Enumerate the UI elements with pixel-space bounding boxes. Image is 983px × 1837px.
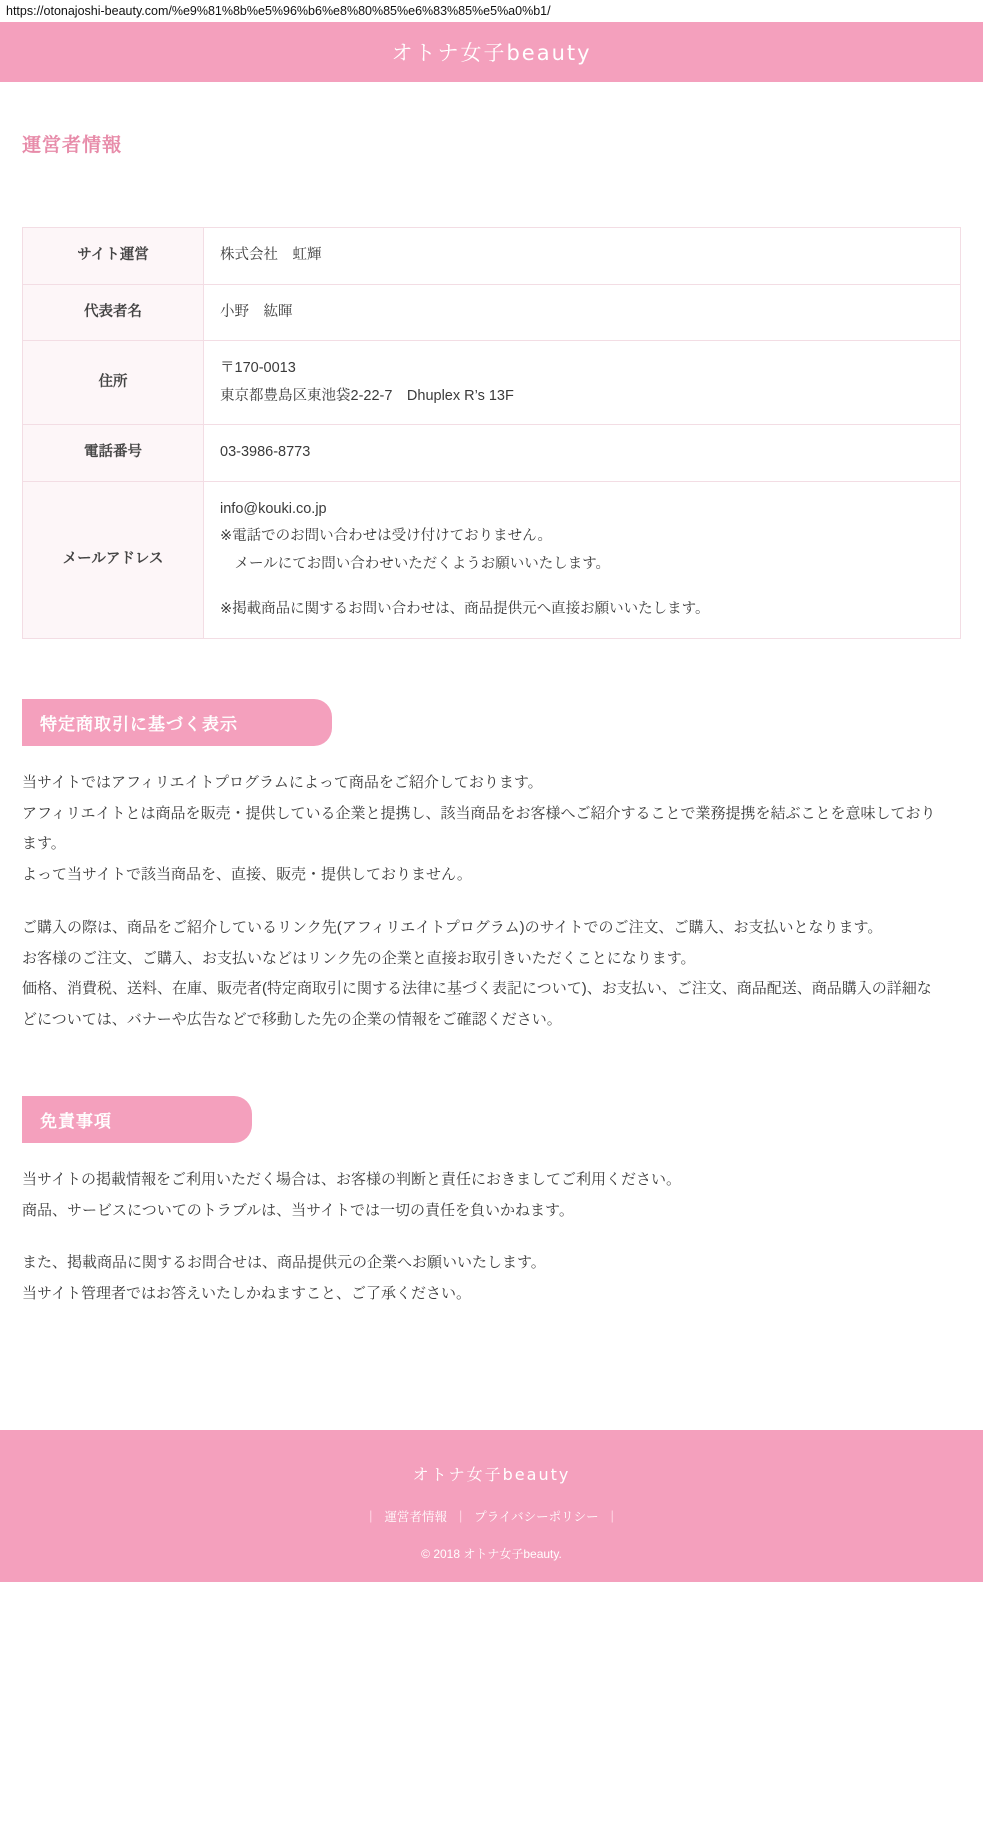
paragraph-line: 当サイトではアフィリエイトプログラムによって商品をご紹介しております。: [22, 773, 543, 791]
section-heading-tokutei: 特定商取引に基づく表示: [22, 699, 332, 746]
operator-info-table: [22, 227, 961, 639]
page-content: [0, 130, 983, 1430]
row-label: メールアドレス: [23, 481, 204, 638]
footer-link-operator-info[interactable]: 運営者情報: [384, 1509, 447, 1524]
page-title: 運営者情報: [22, 135, 123, 156]
row-value: 小野 紘暉: [204, 284, 961, 341]
footer-nav-divider: |: [369, 1508, 373, 1523]
address-line-1: 〒170-0013: [220, 360, 296, 377]
footer-nav-divider: |: [610, 1508, 614, 1523]
address-line-2: 東京都豊島区東池袋2-22-7 Dhuplex R’s 13F: [220, 387, 514, 404]
paragraph-line: ご購入の際は、商品をご紹介しているリンク先(アフィリエイトプログラム)のサイトでのご注文、ご購入、お支払いとなります。: [22, 918, 883, 936]
email-address[interactable]: info@kouki.co.jp: [220, 500, 327, 517]
section-heading-menseki: 免責事項: [22, 1096, 252, 1143]
site-logo[interactable]: オトナ女子beauty: [391, 41, 592, 65]
paragraph-line: お客様のご注文、ご購入、お支払いなどはリンク先の企業と直接お取引きいただくことになります。: [22, 949, 696, 967]
section-body-tokutei: [22, 768, 942, 1036]
paragraph-line: また、掲載商品に関するお問合せは、商品提供元の企業へお願いいたします。: [22, 1254, 546, 1272]
email-note-1: ※電話でのお問い合わせは受け付けておりません。: [220, 528, 553, 545]
footer-nav: [0, 1507, 983, 1525]
paragraph-line: 当サイトの掲載情報をご利用いただく場合は、お客様の判断と責任におきましてご利用ください。: [22, 1170, 681, 1188]
email-note-2: メールにてお問い合わせいただくようお願いいたします。: [234, 555, 611, 572]
footer-logo[interactable]: オトナ女子beauty: [412, 1464, 571, 1484]
table-row: [23, 341, 961, 425]
footer-nav-divider: |: [458, 1508, 463, 1523]
browser-url-bar[interactable]: https://otonajoshi-beauty.com/%e9%81%8b%e5%96%b6%e8%80%85%e6%83%85%e5%a0%b1/: [0, 0, 983, 22]
row-label: 代表者名: [23, 284, 204, 341]
row-value: 03-3986-8773: [204, 425, 961, 482]
row-label: 電話番号: [23, 425, 204, 482]
row-label: サイト運営: [23, 228, 204, 285]
email-note-3: ※掲載商品に関するお問い合わせは、商品提供元へ直接お願いいたします。: [220, 601, 710, 618]
site-footer: [0, 1430, 983, 1582]
table-row: [23, 228, 961, 285]
paragraph-line: 価格、消費税、送料、在庫、販売者(特定商取引に関する法律に基づく表記について)、お支払い、ご注文、商品配送、商品購入の詳細などについては、バナーや広告などで移動した先の企業の情報をご確認ください。: [22, 980, 932, 1029]
row-value: [204, 481, 961, 638]
footer-copyright: © 2018 オトナ女子beauty.: [421, 1546, 562, 1561]
row-value: 株式会社 虹輝: [204, 228, 961, 285]
table-row: [23, 284, 961, 341]
bottom-spacer: [22, 1310, 961, 1430]
paragraph-line: アフィリエイトとは商品を販売・提供している企業と提携し、該当商品をお客様へご紹介することで業務提携を結ぶことを意味しております。: [22, 804, 936, 853]
table-row: [23, 481, 961, 638]
paragraph-line: よって当サイトで該当商品を、直接、販売・提供しておりません。: [22, 866, 472, 884]
row-value: [204, 341, 961, 425]
site-header: [0, 22, 983, 82]
row-label: 住所: [23, 341, 204, 425]
table-row: [23, 425, 961, 482]
section-body-menseki: [22, 1165, 942, 1310]
footer-link-privacy-policy[interactable]: プライバシーポリシー: [474, 1509, 599, 1524]
paragraph-line: 当サイト管理者ではお答えいたしかねますこと、ご了承ください。: [22, 1285, 471, 1303]
paragraph-line: 商品、サービスについてのトラブルは、当サイトでは一切の責任を負いかねます。: [22, 1201, 574, 1219]
